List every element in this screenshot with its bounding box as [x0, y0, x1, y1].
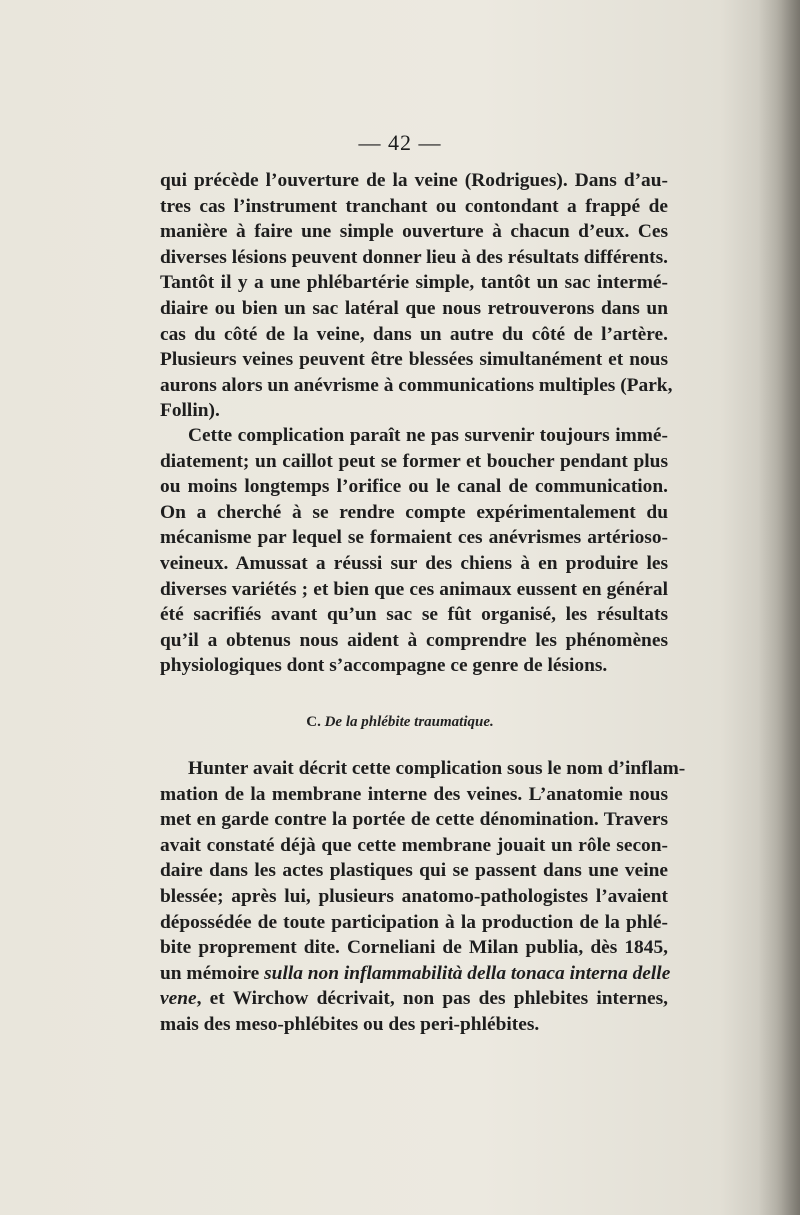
text-line: diverses variétés ; et bien que ces animaux eussent en général — [160, 578, 668, 600]
text-line: avait constaté déjà que cette membrane jouait un rôle secon- — [160, 834, 668, 856]
paragraph-2 — [160, 423, 668, 679]
text-line: diverses lésions peuvent donner lieu à des résultats différents. — [160, 246, 668, 268]
section-title: De la phlébite traumatique. — [324, 714, 494, 730]
text-line: qu’il a obtenus nous aident à comprendre les phénomènes — [160, 629, 668, 651]
section-letter: C. — [306, 714, 321, 730]
text-line: mais des meso-phlébites ou des peri-phlébites. — [160, 1013, 540, 1035]
text-line: Hunter avait décrit cette complication sous le nom d’inflam- — [188, 758, 686, 779]
text-line: diatement; un caillot peut se former et boucher pendant plus — [160, 450, 668, 472]
italic-run: sulla non inflammabilità della tonaca interna delle — [264, 962, 671, 984]
text-line: met en garde contre la portée de cette dénomination. Travers — [160, 809, 668, 831]
text-line: Tantôt il y a une phlébartérie simple, tantôt un sac intermé- — [160, 272, 668, 294]
page-number: — 42 — — [358, 130, 442, 155]
text-line: On a cherché à se rendre compte expérimentalement du — [160, 501, 668, 523]
text-line: mation de la membrane interne des veines. L’anatomie nous — [160, 783, 668, 805]
text-line: tres cas l’instrument tranchant ou contondant a frappé de — [160, 195, 668, 217]
text-line-mixed — [160, 986, 668, 1012]
paragraph-3 — [160, 756, 686, 1038]
text-line: Follin). — [160, 400, 220, 422]
text-line-mixed — [160, 961, 671, 987]
text-run: un mémoire — [160, 962, 265, 984]
text-line: daire dans les actes plastiques qui se passent dans une veine — [160, 860, 668, 882]
text-run: , et Wirchow décrivait, non pas des phlebites internes, — [196, 988, 668, 1010]
text-line: diaire ou bien un sac latéral que nous retrouverons dans un — [160, 297, 668, 319]
text-line: Plusieurs veines peuvent être blessées simultanément et nous — [160, 349, 668, 371]
text-line: dépossédée de toute participation à la production de la phlé- — [160, 911, 668, 933]
text-line: cas du côté de la veine, dans un autre du côté de l’artère. — [160, 323, 668, 345]
text-line: Cette complication paraît ne pas survenir toujours immé- — [188, 425, 668, 446]
binding-shadow — [758, 0, 800, 1215]
paragraph-1 — [160, 168, 673, 424]
text-line: aurons alors un anévrisme à communications multiples (Park, — [160, 374, 673, 396]
text-line: manière à faire une simple ouverture à chacun d’eux. Ces — [160, 221, 668, 243]
text-line: veineux. Amussat a réussi sur des chiens à en produire les — [160, 552, 668, 574]
text-line: qui précède l’ouverture de la veine (Rodrigues). Dans d’au- — [160, 170, 668, 191]
text-line: physiologiques dont s’accompagne ce genre de lésions. — [160, 655, 608, 677]
text-line: été sacrifiés avant qu’un sac se fût organisé, les résultats — [160, 604, 668, 626]
text-line: bite proprement dite. Corneliani de Milan publia, dès 1845, — [160, 937, 668, 959]
section-heading — [0, 714, 800, 731]
text-line: ou moins longtemps l’orifice ou le canal de communication. — [160, 476, 668, 498]
text-line: blessée; après lui, plusieurs anatomo-pathologistes l’avaient — [160, 885, 668, 907]
italic-run: vene — [160, 988, 197, 1010]
text-line: mécanisme par lequel se formaient ces anévrismes artérioso- — [160, 527, 668, 549]
